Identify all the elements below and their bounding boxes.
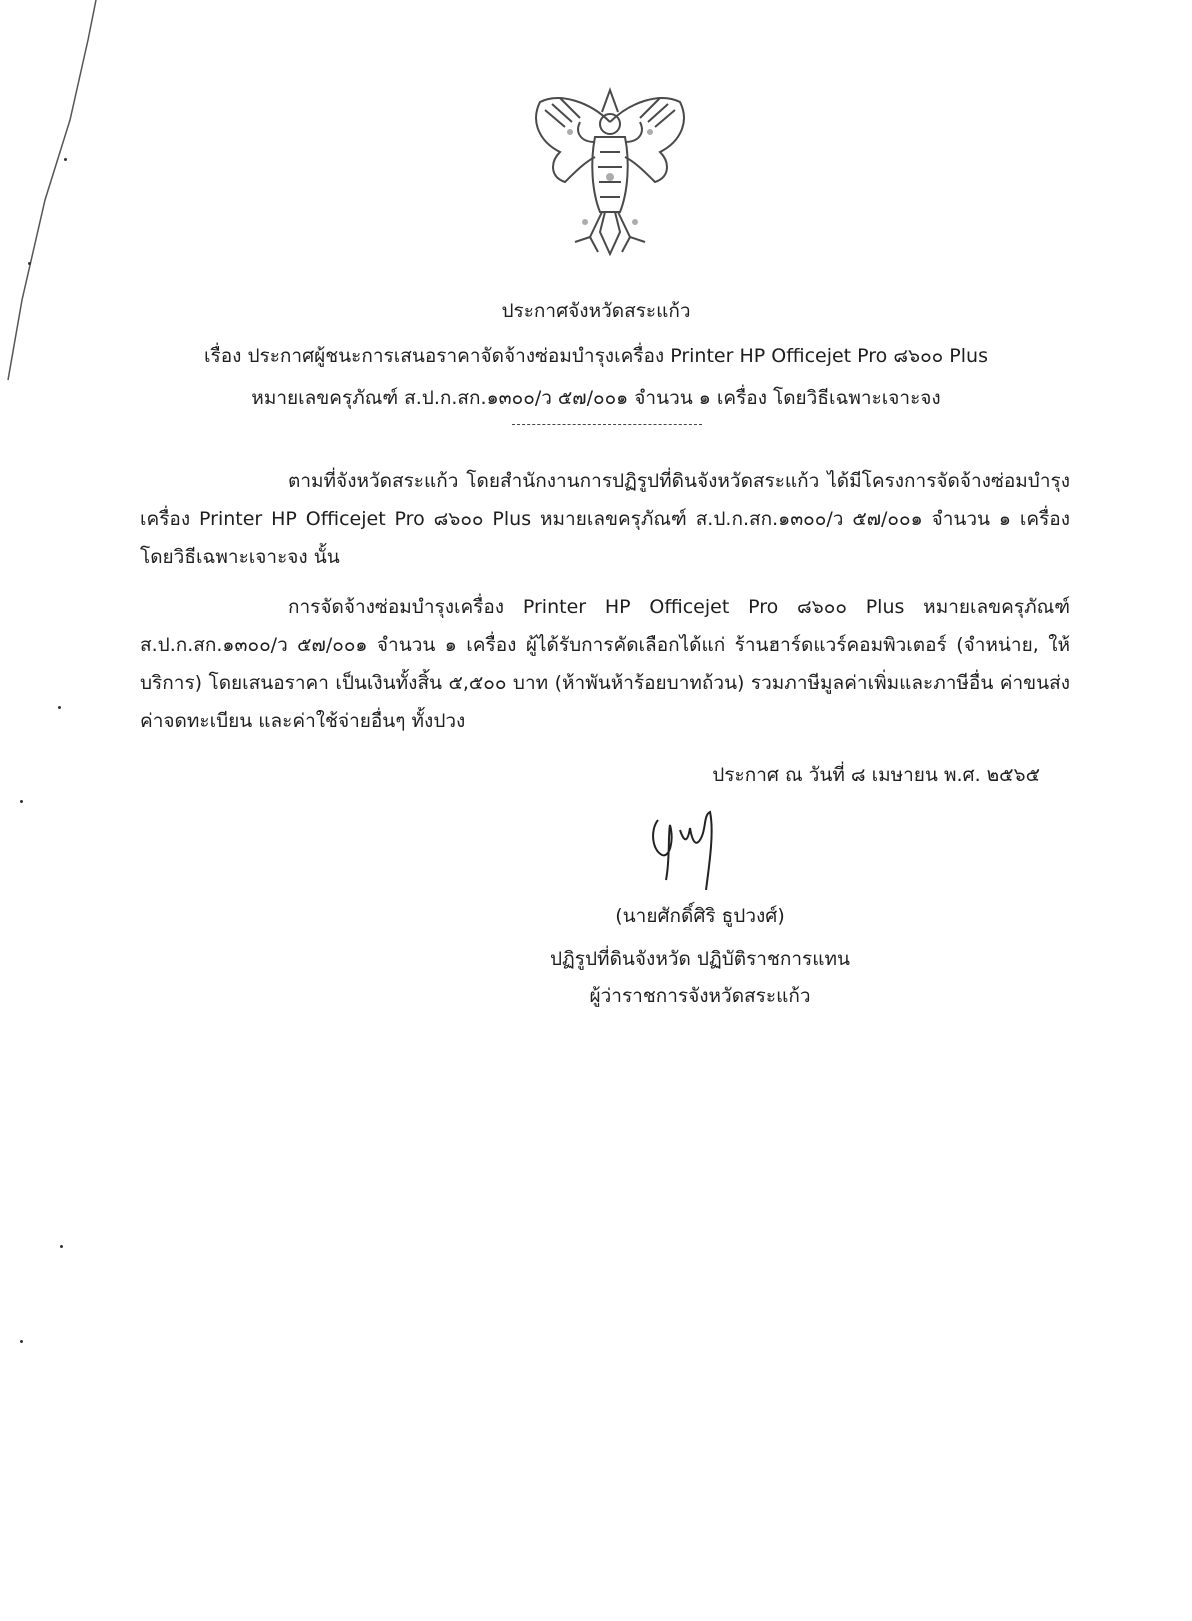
paragraph-2 xyxy=(140,588,1070,740)
paragraph-1 xyxy=(140,462,1070,576)
scan-speck xyxy=(20,800,23,803)
subject-line-1: เรื่อง ประกาศผู้ชนะการเสนอราคาจัดจ้างซ่อมบำรุงเครื่อง Printer HP Officejet Pro ๘๖๐๐ Plus xyxy=(204,345,988,367)
paragraph-2-text: การจัดจ้างซ่อมบำรุงเครื่อง Printer HP Officejet Pro ๘๖๐๐ Plus หมายเลขครุภัณฑ์ ส.ป.ก.สก.๑๓๐๐/ว ๕๗/๐๐๑ จำนวน ๑ เครื่อง ผู้ได้รับการคัดเลือกได้แก่ ร้านฮาร์ดแวร์คอมพิวเตอร์ (จำหน่าย, ให้บริการ) โดยเสนอราคา เป็นเงินทั้งสิ้น ๕,๕๐๐ บาท (ห้าพันห้าร้อยบาทถ้วน) รวมภาษีมูลค่าเพิ่มและภาษีอื่น ค่าขนส่ง ค่าจดทะเบียน และค่าใช้จ่ายอื่นๆ ทั้งปวง xyxy=(140,596,1070,732)
handwritten-signature xyxy=(640,800,760,900)
scan-speck xyxy=(64,158,67,161)
subject-line-2: หมายเลขครุภัณฑ์ ส.ป.ก.สก.๑๓๐๐/ว ๕๗/๐๐๑ จำนวน ๑ เครื่อง โดยวิธีเฉพาะเจาะจง xyxy=(251,387,941,409)
signer-position: ปฏิรูปที่ดินจังหวัด ปฏิบัติราชการแทน xyxy=(549,948,851,970)
announcement-date: ประกาศ ณ วันที่ ๘ เมษายน พ.ศ. ๒๕๖๕ xyxy=(712,764,1040,786)
garuda-emblem-icon xyxy=(520,82,700,262)
issuer-title: ประกาศจังหวัดสระแก้ว xyxy=(501,300,691,322)
signer-name: (นายศักดิ์ศิริ ธูปวงศ์) xyxy=(615,905,785,927)
paragraph-1-text: ตามที่จังหวัดสระแก้ว โดยสำนักงานการปฏิรูปที่ดินจังหวัดสระแก้ว ได้มีโครงการจัดจ้างซ่อมบำรุงเครื่อง Printer HP Officejet Pro ๘๖๐๐ Plus หมายเลขครุภัณฑ์ ส.ป.ก.สก.๑๓๐๐/ว ๕๗/๐๐๑ จำนวน ๑ เครื่อง โดยวิธีเฉพาะเจาะจง นั้น xyxy=(140,470,1070,568)
signer-authority: ผู้ว่าราชการจังหวัดสระแก้ว xyxy=(589,985,811,1007)
scan-speck xyxy=(60,1245,63,1248)
scan-edge-line xyxy=(0,0,120,400)
scan-speck xyxy=(58,706,61,709)
scan-speck xyxy=(20,1340,23,1343)
header-divider xyxy=(512,424,702,425)
scan-speck xyxy=(28,262,31,265)
